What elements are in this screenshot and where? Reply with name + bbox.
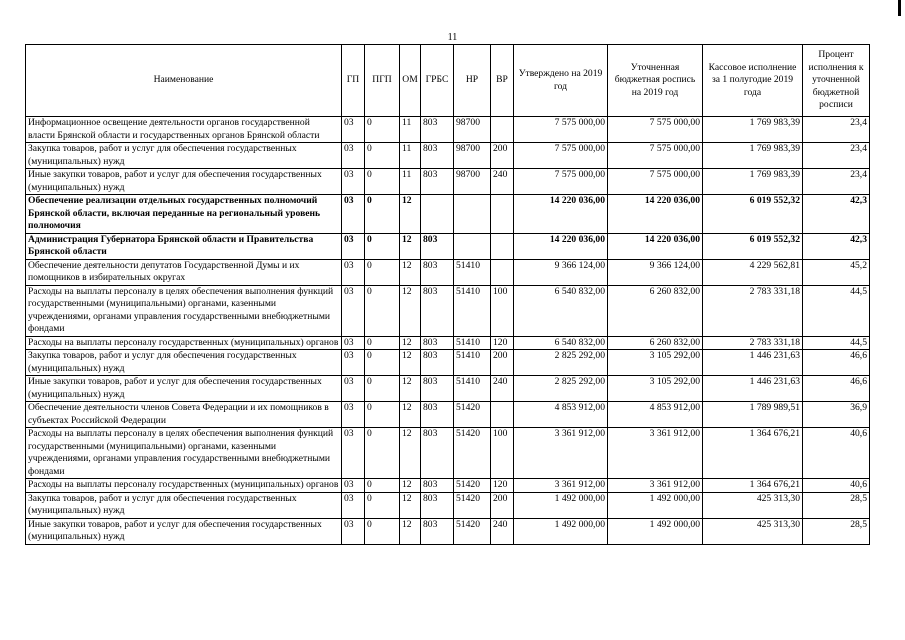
cell-cash: 1 446 231,63 bbox=[703, 350, 803, 376]
cell-pgp: 0 bbox=[365, 336, 400, 350]
cell-gp: 03 bbox=[342, 350, 365, 376]
cell-cash: 425 313,30 bbox=[703, 492, 803, 518]
cell-grbs: 803 bbox=[421, 169, 454, 195]
cell-gp: 03 bbox=[342, 402, 365, 428]
cell-name: Иные закупки товаров, работ и услуг для обеспечения государственных (муниципальных) нужд bbox=[26, 376, 342, 402]
table-row bbox=[26, 169, 870, 195]
cell-pgp: 0 bbox=[365, 195, 400, 234]
cell-gp: 03 bbox=[342, 376, 365, 402]
cell-vr: 200 bbox=[491, 143, 514, 169]
cell-grbs: 803 bbox=[421, 402, 454, 428]
cell-name: Расходы на выплаты персоналу государственных (муниципальных) органов bbox=[26, 336, 342, 350]
page-number: 11 bbox=[447, 32, 458, 43]
table-row bbox=[26, 350, 870, 376]
cell-cash: 1 769 983,39 bbox=[703, 169, 803, 195]
cell-cash: 6 019 552,32 bbox=[703, 233, 803, 259]
cell-om: 12 bbox=[400, 402, 421, 428]
cell-gp: 03 bbox=[342, 143, 365, 169]
cell-om: 11 bbox=[400, 169, 421, 195]
cell-om: 12 bbox=[400, 350, 421, 376]
cell-percent: 28,5 bbox=[803, 518, 870, 544]
table-row bbox=[26, 492, 870, 518]
cell-cash: 1 769 983,39 bbox=[703, 117, 803, 143]
cell-refined: 7 575 000,00 bbox=[608, 117, 703, 143]
cell-approved: 1 492 000,00 bbox=[514, 518, 608, 544]
cell-np: 98700 bbox=[454, 117, 491, 143]
cell-gp: 03 bbox=[342, 285, 365, 336]
cell-np bbox=[454, 195, 491, 234]
header-refined: Уточненная бюджетная роспись на 2019 год bbox=[608, 45, 703, 117]
cell-grbs: 803 bbox=[421, 233, 454, 259]
cell-grbs: 803 bbox=[421, 492, 454, 518]
cell-vr: 240 bbox=[491, 518, 514, 544]
cell-cash: 1 364 676,21 bbox=[703, 428, 803, 479]
cell-approved: 4 853 912,00 bbox=[514, 402, 608, 428]
cell-vr: 100 bbox=[491, 285, 514, 336]
cell-name: Обеспечение деятельности членов Совета Федерации и их помощников в субъектах Российской Федерации bbox=[26, 402, 342, 428]
cell-grbs: 803 bbox=[421, 428, 454, 479]
cell-pgp: 0 bbox=[365, 492, 400, 518]
cell-name: Обеспечение деятельности депутатов Государственной Думы и их помощников в избирательных округах bbox=[26, 259, 342, 285]
cell-np: 51420 bbox=[454, 428, 491, 479]
cell-vr: 100 bbox=[491, 428, 514, 479]
cell-vr: 200 bbox=[491, 350, 514, 376]
cell-percent: 46,6 bbox=[803, 376, 870, 402]
cell-om: 12 bbox=[400, 428, 421, 479]
cell-vr: 240 bbox=[491, 169, 514, 195]
cell-refined: 7 575 000,00 bbox=[608, 143, 703, 169]
cell-approved: 2 825 292,00 bbox=[514, 350, 608, 376]
cell-approved: 9 366 124,00 bbox=[514, 259, 608, 285]
header-approved: Утверждено на 2019 год bbox=[514, 45, 608, 117]
cell-approved: 7 575 000,00 bbox=[514, 143, 608, 169]
cell-vr bbox=[491, 117, 514, 143]
cell-cash: 2 783 331,18 bbox=[703, 285, 803, 336]
cell-om: 12 bbox=[400, 233, 421, 259]
cell-refined: 9 366 124,00 bbox=[608, 259, 703, 285]
cell-pgp: 0 bbox=[365, 479, 400, 493]
cell-approved: 14 220 036,00 bbox=[514, 233, 608, 259]
cell-approved: 1 492 000,00 bbox=[514, 492, 608, 518]
cell-gp: 03 bbox=[342, 428, 365, 479]
cell-cash: 4 229 562,81 bbox=[703, 259, 803, 285]
cell-percent: 28,5 bbox=[803, 492, 870, 518]
cell-approved: 7 575 000,00 bbox=[514, 117, 608, 143]
cell-refined: 6 260 832,00 bbox=[608, 336, 703, 350]
cell-np bbox=[454, 233, 491, 259]
header-om: ОМ bbox=[400, 45, 421, 117]
cell-np: 51410 bbox=[454, 285, 491, 336]
cell-np: 51420 bbox=[454, 518, 491, 544]
cell-grbs bbox=[421, 195, 454, 234]
cell-gp: 03 bbox=[342, 518, 365, 544]
cell-np: 98700 bbox=[454, 169, 491, 195]
cell-grbs: 803 bbox=[421, 376, 454, 402]
cell-percent: 23,4 bbox=[803, 117, 870, 143]
table-body bbox=[26, 117, 870, 545]
cell-pgp: 0 bbox=[365, 350, 400, 376]
cell-np: 51410 bbox=[454, 336, 491, 350]
cell-grbs: 803 bbox=[421, 518, 454, 544]
cell-vr: 120 bbox=[491, 336, 514, 350]
cell-percent: 45,2 bbox=[803, 259, 870, 285]
cell-om: 12 bbox=[400, 492, 421, 518]
cell-vr: 120 bbox=[491, 479, 514, 493]
cell-approved: 2 825 292,00 bbox=[514, 376, 608, 402]
table-header-row bbox=[26, 45, 870, 117]
cell-np: 51420 bbox=[454, 492, 491, 518]
cell-refined: 3 361 912,00 bbox=[608, 428, 703, 479]
cell-approved: 3 361 912,00 bbox=[514, 479, 608, 493]
cell-cash: 1 789 989,51 bbox=[703, 402, 803, 428]
cell-pgp: 0 bbox=[365, 402, 400, 428]
cell-pgp: 0 bbox=[365, 376, 400, 402]
cell-gp: 03 bbox=[342, 492, 365, 518]
cell-percent: 44,5 bbox=[803, 336, 870, 350]
cell-om: 12 bbox=[400, 259, 421, 285]
cell-percent: 40,6 bbox=[803, 479, 870, 493]
cell-om: 12 bbox=[400, 336, 421, 350]
cell-gp: 03 bbox=[342, 336, 365, 350]
table-row bbox=[26, 376, 870, 402]
cell-pgp: 0 bbox=[365, 143, 400, 169]
cell-refined: 1 492 000,00 bbox=[608, 492, 703, 518]
header-cash: Кассовое исполнение за 1 полугодие 2019 года bbox=[703, 45, 803, 117]
cell-om: 11 bbox=[400, 143, 421, 169]
cell-percent: 42,3 bbox=[803, 195, 870, 234]
scan-edge-mark bbox=[898, 0, 901, 16]
table-row bbox=[26, 402, 870, 428]
table-row bbox=[26, 428, 870, 479]
cell-gp: 03 bbox=[342, 195, 365, 234]
cell-gp: 03 bbox=[342, 259, 365, 285]
cell-approved: 14 220 036,00 bbox=[514, 195, 608, 234]
table-row bbox=[26, 195, 870, 234]
cell-name: Закупка товаров, работ и услуг для обеспечения государственных (муниципальных) нужд bbox=[26, 350, 342, 376]
cell-grbs: 803 bbox=[421, 285, 454, 336]
budget-table bbox=[25, 44, 870, 545]
cell-cash: 2 783 331,18 bbox=[703, 336, 803, 350]
header-grbs: ГРБС bbox=[421, 45, 454, 117]
cell-name: Администрация Губернатора Брянской области и Правительства Брянской области bbox=[26, 233, 342, 259]
table-row bbox=[26, 259, 870, 285]
cell-name: Расходы на выплаты персоналу государственных (муниципальных) органов bbox=[26, 479, 342, 493]
header-vr: ВР bbox=[491, 45, 514, 117]
cell-grbs: 803 bbox=[421, 259, 454, 285]
cell-pgp: 0 bbox=[365, 285, 400, 336]
cell-np: 51420 bbox=[454, 479, 491, 493]
cell-grbs: 803 bbox=[421, 336, 454, 350]
cell-refined: 14 220 036,00 bbox=[608, 195, 703, 234]
cell-pgp: 0 bbox=[365, 259, 400, 285]
cell-cash: 1 446 231,63 bbox=[703, 376, 803, 402]
cell-om: 11 bbox=[400, 117, 421, 143]
table-row bbox=[26, 518, 870, 544]
table-row bbox=[26, 336, 870, 350]
cell-cash: 425 313,30 bbox=[703, 518, 803, 544]
cell-refined: 6 260 832,00 bbox=[608, 285, 703, 336]
cell-om: 12 bbox=[400, 195, 421, 234]
cell-vr bbox=[491, 402, 514, 428]
cell-grbs: 803 bbox=[421, 143, 454, 169]
cell-vr: 200 bbox=[491, 492, 514, 518]
cell-grbs: 803 bbox=[421, 479, 454, 493]
cell-approved: 7 575 000,00 bbox=[514, 169, 608, 195]
cell-pgp: 0 bbox=[365, 428, 400, 479]
cell-vr bbox=[491, 233, 514, 259]
cell-name: Закупка товаров, работ и услуг для обеспечения государственных (муниципальных) нужд bbox=[26, 143, 342, 169]
cell-np: 51410 bbox=[454, 376, 491, 402]
cell-refined: 14 220 036,00 bbox=[608, 233, 703, 259]
table-row bbox=[26, 143, 870, 169]
table-row bbox=[26, 233, 870, 259]
cell-pgp: 0 bbox=[365, 233, 400, 259]
cell-percent: 42,3 bbox=[803, 233, 870, 259]
table-row bbox=[26, 285, 870, 336]
cell-approved: 6 540 832,00 bbox=[514, 285, 608, 336]
cell-refined: 4 853 912,00 bbox=[608, 402, 703, 428]
header-np: НР bbox=[454, 45, 491, 117]
cell-percent: 46,6 bbox=[803, 350, 870, 376]
cell-gp: 03 bbox=[342, 169, 365, 195]
cell-np: 51420 bbox=[454, 402, 491, 428]
cell-percent: 40,6 bbox=[803, 428, 870, 479]
cell-gp: 03 bbox=[342, 233, 365, 259]
cell-pgp: 0 bbox=[365, 169, 400, 195]
header-pgp: ПГП bbox=[365, 45, 400, 117]
cell-refined: 7 575 000,00 bbox=[608, 169, 703, 195]
cell-percent: 23,4 bbox=[803, 143, 870, 169]
cell-name: Информационное освещение деятельности органов государственной власти Брянской области и государственных органов Брянской области bbox=[26, 117, 342, 143]
cell-pgp: 0 bbox=[365, 518, 400, 544]
cell-name: Расходы на выплаты персоналу в целях обеспечения выполнения функций государственными (муниципальными) органами, казенными учреждениями, органами управления государственными внебюджетными фондами bbox=[26, 428, 342, 479]
cell-np: 98700 bbox=[454, 143, 491, 169]
cell-name: Иные закупки товаров, работ и услуг для обеспечения государственных (муниципальных) нужд bbox=[26, 518, 342, 544]
cell-refined: 3 361 912,00 bbox=[608, 479, 703, 493]
cell-vr bbox=[491, 195, 514, 234]
cell-om: 12 bbox=[400, 376, 421, 402]
cell-refined: 1 492 000,00 bbox=[608, 518, 703, 544]
cell-gp: 03 bbox=[342, 479, 365, 493]
cell-grbs: 803 bbox=[421, 117, 454, 143]
table-row bbox=[26, 479, 870, 493]
cell-approved: 6 540 832,00 bbox=[514, 336, 608, 350]
cell-refined: 3 105 292,00 bbox=[608, 376, 703, 402]
cell-approved: 3 361 912,00 bbox=[514, 428, 608, 479]
cell-name: Иные закупки товаров, работ и услуг для обеспечения государственных (муниципальных) нужд bbox=[26, 169, 342, 195]
cell-vr bbox=[491, 259, 514, 285]
cell-name: Обеспечение реализации отдельных государственных полномочий Брянской области, включая переданные на региональный уровень полномочия bbox=[26, 195, 342, 234]
cell-percent: 44,5 bbox=[803, 285, 870, 336]
cell-om: 12 bbox=[400, 285, 421, 336]
cell-gp: 03 bbox=[342, 117, 365, 143]
cell-refined: 3 105 292,00 bbox=[608, 350, 703, 376]
cell-pgp: 0 bbox=[365, 117, 400, 143]
header-name: Наименование bbox=[26, 45, 342, 117]
header-percent: Процент исполнения к уточненной бюджетной росписи bbox=[803, 45, 870, 117]
cell-om: 12 bbox=[400, 518, 421, 544]
cell-np: 51410 bbox=[454, 259, 491, 285]
cell-percent: 23,4 bbox=[803, 169, 870, 195]
header-gp: ГП bbox=[342, 45, 365, 117]
cell-cash: 1 364 676,21 bbox=[703, 479, 803, 493]
table-row bbox=[26, 117, 870, 143]
cell-cash: 1 769 983,39 bbox=[703, 143, 803, 169]
cell-vr: 240 bbox=[491, 376, 514, 402]
cell-np: 51410 bbox=[454, 350, 491, 376]
cell-name: Расходы на выплаты персоналу в целях обеспечения выполнения функций государственными (муниципальными) органами, казенными учреждениями, органами управления государственными внебюджетными фондами bbox=[26, 285, 342, 336]
cell-percent: 36,9 bbox=[803, 402, 870, 428]
cell-cash: 6 019 552,32 bbox=[703, 195, 803, 234]
cell-name: Закупка товаров, работ и услуг для обеспечения государственных (муниципальных) нужд bbox=[26, 492, 342, 518]
cell-grbs: 803 bbox=[421, 350, 454, 376]
cell-om: 12 bbox=[400, 479, 421, 493]
